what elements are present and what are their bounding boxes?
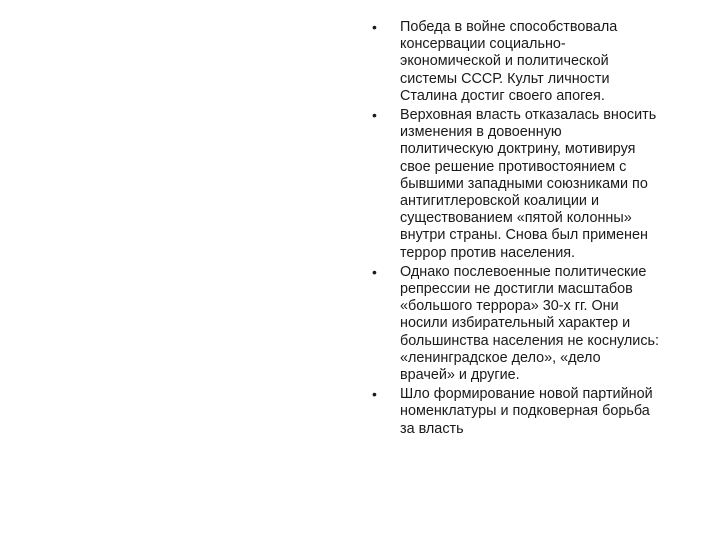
bullet-item (370, 386, 705, 438)
bullet-dot-icon: • (372, 19, 377, 35)
bullet-list (370, 19, 705, 440)
bullet-text: Победа в войне способствовала консервации социально- экономической и политической системы СССР. Культ личности Сталина достиг своего апогея. (400, 19, 618, 104)
bullet-item (370, 107, 705, 262)
bullet-dot-icon: • (372, 107, 377, 124)
bullet-text: Однако послевоенные политические репрессии не достигли масштабов «большого террора» 30-х гг. Они носили избирательный характер и большинства населения не коснулись: «ленинградское дело», «дело врачей» и другие. (400, 263, 660, 384)
bullet-text: Верховная власть отказалась вносить изменения в довоенную политическую доктрину, мотивируя свое решение противостоянием с бывшими западными союзниками по антигитлеровской коалиции и существованием «пятой колонны» внутри страны. Снова был применен террор против населения. (400, 107, 657, 261)
bullet-item (370, 19, 705, 105)
bullet-text: Шло формирование новой партийной номенклатуры и подковерная борьба за власть (400, 386, 653, 437)
bullet-dot-icon: • (372, 386, 377, 403)
bullet-item (370, 264, 705, 384)
bullet-dot-icon: • (372, 263, 377, 280)
